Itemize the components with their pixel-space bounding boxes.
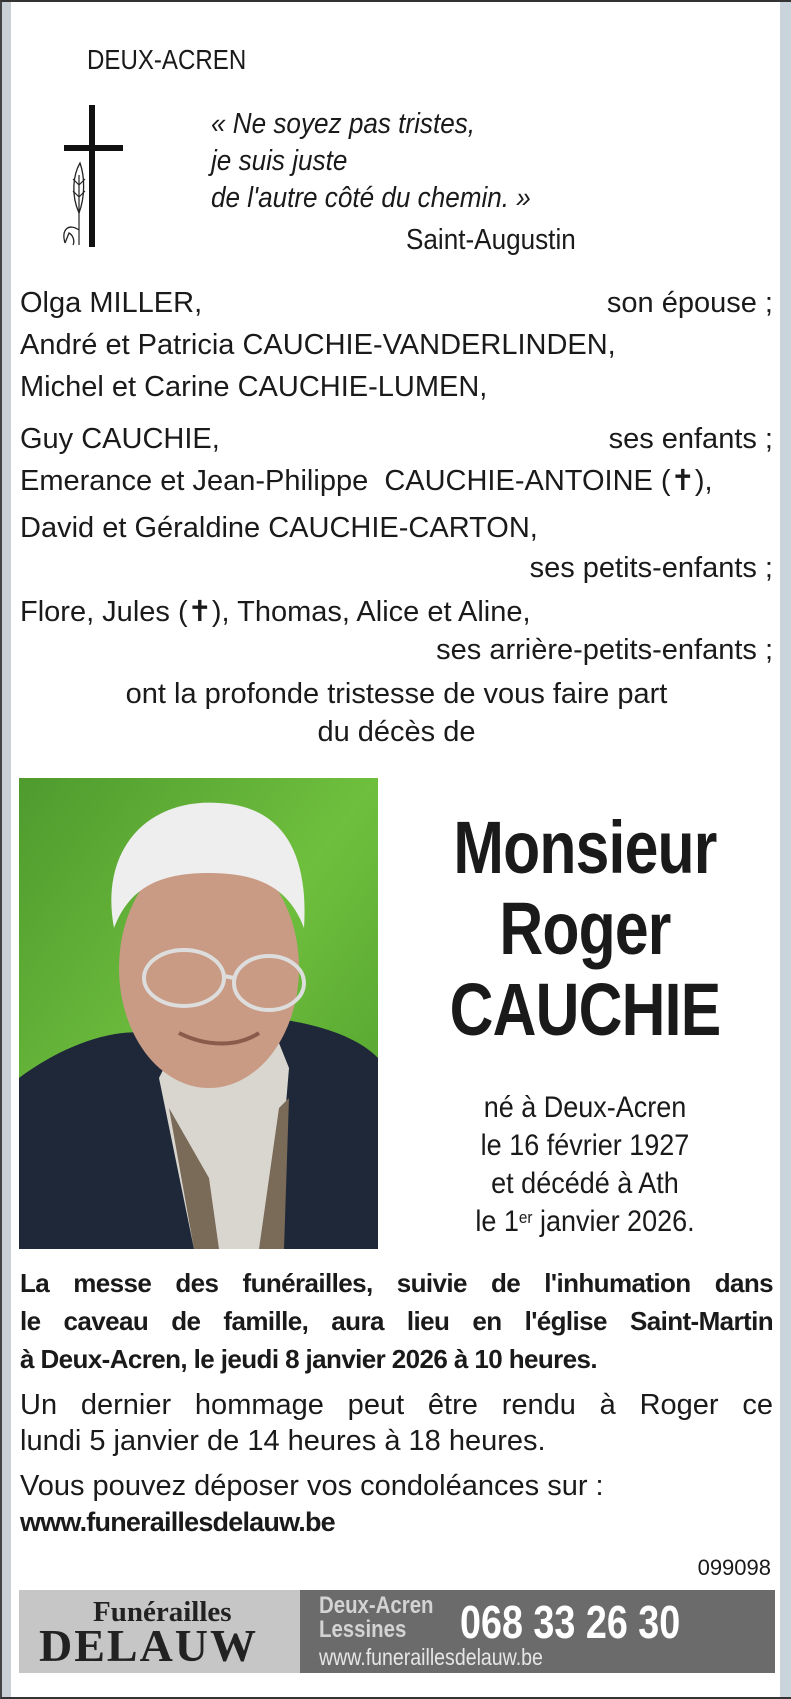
family-role: ses petits-enfants ; <box>529 552 773 584</box>
funeral-line: à Deux-Acren, le jeudi 8 janvier 2026 à 10 heures. <box>20 1344 597 1374</box>
family-name: Michel et Carine CAUCHIE-LUMEN, <box>20 371 488 403</box>
family-name: André et Patricia CAUCHIE-VANDERLINDEN, <box>20 329 616 361</box>
funeral-home-contact <box>300 1590 775 1673</box>
family-line <box>20 510 773 546</box>
funeral-line: La messe des funérailles, suivie de l'inhumation dans <box>20 1268 773 1298</box>
family-line <box>20 369 773 405</box>
condolences-text: Vous pouvez déposer vos condoléances sur : <box>20 1470 604 1502</box>
notice-code: 099098 <box>697 1555 771 1580</box>
family-name: Olga MILLER, <box>20 287 203 319</box>
death-date <box>419 1203 752 1241</box>
family-role: ses enfants ; <box>608 423 773 455</box>
ordinal-suffix: er <box>518 1208 533 1227</box>
birth-date: le 16 février 1927 <box>480 1129 690 1162</box>
place-heading: DEUX-ACREN <box>87 44 247 75</box>
family-role: son épouse ; <box>606 287 773 319</box>
birth-place: né à Deux-Acren <box>483 1091 687 1124</box>
logo-top-text: Funérailles <box>93 1596 232 1628</box>
family-role: ses arrière-petits-enfants ; <box>436 634 773 666</box>
footer-website-link[interactable]: www.funeraillesdelauw.be <box>319 1644 543 1670</box>
deceased-last-name: CAUCHIE <box>449 968 721 1051</box>
family-line <box>20 327 773 363</box>
announce-line: ont la profonde tristesse de vous faire part <box>125 678 668 710</box>
quote-author: Saint-Augustin <box>406 224 576 256</box>
city-lessines: Lessines <box>319 1616 407 1643</box>
death-date-rest: janvier 2026. <box>532 1205 695 1238</box>
family-line <box>20 632 773 668</box>
left-border <box>2 2 11 1697</box>
portrait-photo <box>19 778 378 1249</box>
death-date-day: le 1 <box>475 1205 519 1238</box>
announce-line: du décès de <box>317 716 476 748</box>
deceased-title: Monsieur <box>453 806 717 889</box>
homage-line: lundi 5 janvier de 14 heures à 18 heures. <box>20 1425 546 1457</box>
funeral-home-banner <box>19 1590 775 1673</box>
family-line <box>20 463 773 499</box>
deceased-first-name: Roger <box>499 887 671 970</box>
family-line <box>20 594 773 630</box>
family-name: Guy CAUCHIE, <box>20 423 220 455</box>
family-line <box>20 421 773 457</box>
family-line <box>20 285 773 321</box>
quote-line: « Ne soyez pas tristes, <box>211 108 476 140</box>
death-place: et décédé à Ath <box>491 1167 679 1200</box>
right-border <box>780 2 791 1697</box>
funeral-home-logo <box>19 1590 300 1673</box>
cross-with-wheat-icon <box>55 105 127 247</box>
family-line <box>20 550 773 586</box>
family-name: David et Géraldine CAUCHIE-CARTON, <box>20 512 538 544</box>
quote-line: de l'autre côté du chemin. » <box>211 182 531 214</box>
family-name: Emerance et Jean-Philippe CAUCHIE-ANTOINE (✝), <box>20 465 713 497</box>
quote <box>211 106 531 217</box>
homage-line: Un dernier hommage peut être rendu à Roger ce <box>20 1389 773 1421</box>
logo-bottom-text: DELAUW <box>39 1620 259 1671</box>
condolences-website-link[interactable]: www.funeraillesdelauw.be <box>20 1507 335 1537</box>
family-name: Flore, Jules (✝), Thomas, Alice et Aline, <box>20 596 531 628</box>
phone-number[interactable]: 068 33 26 30 <box>460 1596 681 1648</box>
funeral-line: le caveau de famille, aura lieu en l'église Saint-Martin <box>20 1306 773 1336</box>
quote-line: je suis juste <box>211 145 348 177</box>
city-deux-acren: Deux-Acren <box>319 1592 434 1619</box>
